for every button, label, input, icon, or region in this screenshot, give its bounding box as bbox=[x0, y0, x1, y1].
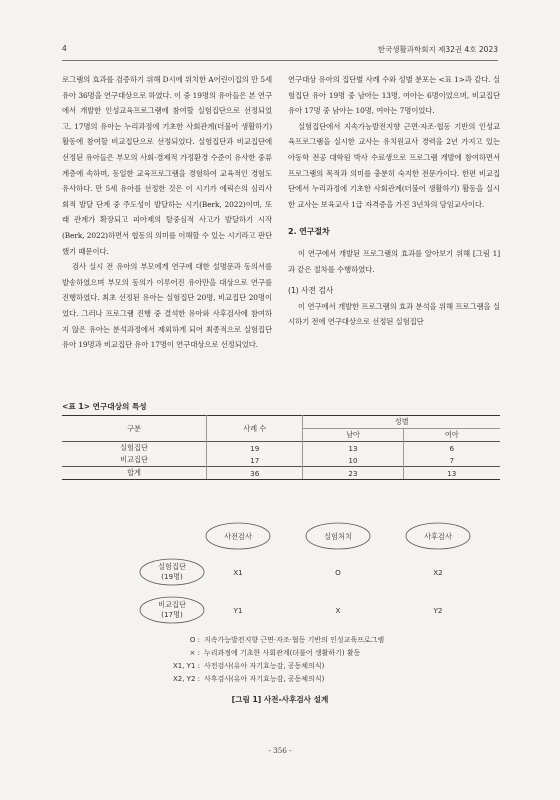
page-footer: - 356 - bbox=[268, 746, 292, 755]
treatment-x: X bbox=[335, 606, 341, 615]
legend-text: 사전검사(유아 자기효능감, 공동체의식) bbox=[204, 662, 325, 670]
experimental-group-label: 실험집단 bbox=[158, 562, 186, 571]
legend-item bbox=[166, 634, 384, 647]
table-row bbox=[62, 442, 500, 455]
experimental-group-count: (19명) bbox=[161, 572, 183, 581]
characteristics-table bbox=[62, 415, 500, 480]
right-paragraph-3: 이 연구에서 개발된 프로그램의 효과를 알아보기 위해 [그림 1]과 같은 절차를 수행하였다. bbox=[288, 248, 500, 274]
left-column bbox=[62, 72, 272, 353]
comparison-group-count: (17명) bbox=[161, 610, 183, 619]
legend-symbol: × : bbox=[189, 649, 200, 657]
treatment-o: O bbox=[335, 568, 341, 577]
header-boys: 남아 bbox=[303, 429, 403, 442]
journal-title: 한국생활과학회지 제32권 4호 2023 bbox=[377, 45, 498, 54]
cell-boys: 10 bbox=[303, 454, 403, 467]
legend-symbol: X2, Y2 : bbox=[172, 675, 200, 683]
cell-group: 실험집단 bbox=[62, 442, 207, 455]
right-column bbox=[288, 72, 500, 330]
table-row bbox=[62, 454, 500, 467]
legend-symbol: O : bbox=[189, 636, 200, 644]
right-paragraph-2: 실험집단에서 지속가능발전지향 근면·자조·협동 기반의 인성교육프로그램을 실시한 교사는 유치원교사 경력을 2년 가지고 있는 아동학 전공 대학원 박사 수료생으로 프로그램 개발에 참여하면서 프로그램의 목적과 의미를 충분히 숙지한 전문가이다. 한편 비교집단에서 누리과정에 기초한 사회관계(더불어 생활하기) 활동을 실시한 교사는 보육교사 1급 자격증을 가진 3년차의 담임교사이다. bbox=[288, 121, 500, 209]
cell-girls: 7 bbox=[449, 455, 455, 465]
right-paragraph-1: 연구대상 유아의 집단별 사례 수와 성별 분포는 <표 1>과 같다. 실험집단 유아 19명 중 남아는 13명, 여아는 6명이었으며, 비교집단 유아 17명 중 남아는 10명, 여아는 7명이었다. bbox=[288, 75, 500, 116]
cell-group: 비교집단 bbox=[62, 454, 207, 467]
legend-item bbox=[166, 673, 384, 686]
post-test-label: 사후검사 bbox=[424, 532, 452, 541]
legend-item bbox=[166, 660, 384, 673]
post-test-y2: Y2 bbox=[433, 606, 443, 615]
cell-boys: 23 bbox=[303, 467, 403, 480]
research-design-diagram bbox=[62, 516, 500, 646]
figure-caption: [그림 1] 사전-사후검사 설계 bbox=[231, 695, 329, 704]
legend-text: 지속가능발전지향 근면·자조·협동 기반의 인성교육프로그램 bbox=[204, 636, 385, 644]
cell-cases: 36 bbox=[207, 467, 303, 480]
subsection-heading: (1) 사전 검사 bbox=[288, 286, 334, 296]
post-test-x2: X2 bbox=[433, 568, 443, 577]
right-paragraph-4: 이 연구에서 개발한 프로그램의 효과 분석을 위해 프로그램을 실시하기 전에 연구대상으로 선정된 실험집단 bbox=[288, 301, 500, 327]
left-paragraph-1: 로그램의 효과를 검증하기 위해 D시에 위치한 A어린이집의 만 5세 유아 36명을 연구대상으로 하였다. 이 중 19명의 유아들은 본 연구에서 개발한 인성교육프로그램에 참여할 실험집단으로 선정되었고, 17명의 유아는 누리과정에 기초한 사회관계(더불어 생활하기) 활동에 참여할 비교집단으로 선정되었다. 실험집단과 비교집단에 선정된 유아들은 부모의 사회·경제적 가정환경 수준이 유사한 중류계층에 속하며, 동일한 교육프로그램을 경험하여 교육적인 경험도 유사하다. 만 5세 유아를 선정한 것은 이 시기가 에릭슨의 심리사회적 발달 단계 중 주도성이 발달하는 시기(Berk, 2022)이며, 또래 관계가 확장되고 피아제의 탈중심적 사고가 발달하기 시작(Berk, 2022)하면서 협동의 의미를 이해할 수 있는 시기라고 판단했기 때문이다. bbox=[62, 75, 272, 256]
legend-text: 사후검사(유아 자기효능감, 공동체의식) bbox=[204, 675, 325, 683]
left-paragraph-2: 검사 실시 전 유아의 부모에게 연구에 대한 설명문과 동의서를 발송하였으며 부모의 동의가 이루어진 유아만을 대상으로 연구를 진행하였다. 최초 선정된 유아는 실험집단 20명, 비교집단 20명이었다. 그러나 프로그램 진행 중 결석한 유아와 사후검사에 참여하지 않은 유아는 분석과정에서 제외하게 되어 최종적으로 실험집단 유아 19명과 비교집단 유아 17명이 연구대상으로 선정되었다. bbox=[62, 262, 272, 350]
pre-test-label: 사전검사 bbox=[224, 532, 252, 541]
legend-text: 누리과정에 기초한 사회관계(더불어 생활하기) 활동 bbox=[204, 649, 361, 657]
treatment-label: 실험처치 bbox=[324, 532, 352, 541]
header-girls: 여아 bbox=[403, 429, 500, 442]
table-caption: <표 1> 연구대상의 특성 bbox=[62, 402, 147, 411]
table-total-row bbox=[62, 467, 500, 480]
header-gender: 성별 bbox=[303, 416, 500, 429]
page-number: 4 bbox=[62, 44, 67, 53]
running-header bbox=[62, 44, 498, 58]
cell-boys: 13 bbox=[303, 442, 403, 455]
pre-test-x1: X1 bbox=[233, 568, 243, 577]
section-heading: 2. 연구절차 bbox=[288, 227, 330, 237]
header-rule bbox=[62, 60, 498, 61]
cell-group: 합계 bbox=[62, 467, 207, 480]
figure-legend bbox=[166, 634, 384, 686]
header-group: 구분 bbox=[62, 416, 207, 442]
legend-item bbox=[166, 647, 384, 660]
cell-cases: 19 bbox=[207, 442, 303, 455]
pre-test-y1: Y1 bbox=[233, 606, 243, 615]
legend-symbol: X1, Y1 : bbox=[172, 662, 200, 670]
table-header-row bbox=[62, 416, 500, 429]
cell-cases: 17 bbox=[207, 454, 303, 467]
cell-girls: 13 bbox=[403, 467, 500, 480]
comparison-group-label: 비교집단 bbox=[158, 600, 186, 609]
cell-girls: 6 bbox=[403, 442, 500, 455]
header-cases: 사례 수 bbox=[207, 416, 303, 442]
